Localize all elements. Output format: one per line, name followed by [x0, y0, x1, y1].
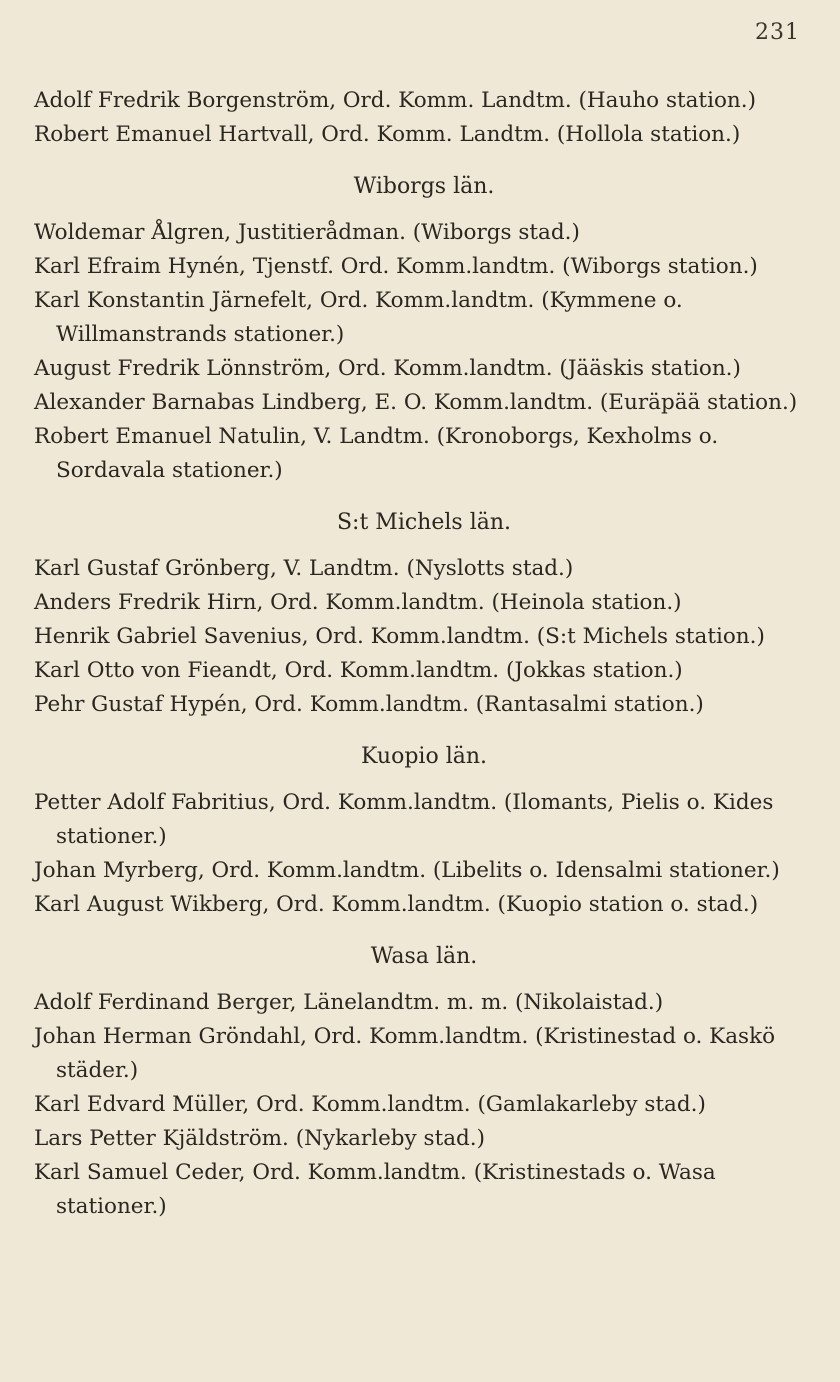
entry: Karl Edvard Müller, Ord. Komm.landtm. (Gamlakarleby stad.) [34, 1092, 706, 1117]
entry: Karl August Wikberg, Ord. Komm.landtm. (Kuopio station o. stad.) [34, 892, 759, 917]
entry: Karl Konstantin Järnefelt, Ord. Komm.landtm. (Kymmene o. Willmanstrands stationer.) [34, 288, 683, 347]
entry: Lars Petter Kjäldström. (Nykarleby stad.) [34, 1126, 486, 1151]
entry: Robert Emanuel Natulin, V. Landtm. (Kronoborgs, Kexholms o. Sordavala stationer.) [34, 424, 719, 483]
entry: Pehr Gustaf Hypén, Ord. Komm.landtm. (Rantasalmi station.) [34, 692, 704, 717]
section-kuopio-lan [34, 740, 814, 922]
entry: Alexander Barnabas Lindberg, E. O. Komm.landtm. (Euräpää station.) [34, 390, 798, 415]
section-hame-continued [34, 84, 814, 152]
entry: Karl Gustaf Grönberg, V. Landtm. (Nyslotts stad.) [34, 556, 574, 581]
entry: Henrik Gabriel Savenius, Ord. Komm.landtm. (S:t Michels station.) [34, 624, 765, 649]
section-st-michels-lan [34, 506, 814, 722]
page-number: 231 [755, 20, 800, 45]
entry: August Fredrik Lönnström, Ord. Komm.landtm. (Jääskis station.) [34, 356, 741, 381]
section-wasa-lan [34, 940, 814, 1224]
entry: Johan Herman Gröndahl, Ord. Komm.landtm. (Kristinestad o. Kaskö städer.) [34, 1024, 776, 1083]
section-wiborgs-lan [34, 170, 814, 488]
entry: Johan Myrberg, Ord. Komm.landtm. (Libelits o. Idensalmi stationer.) [34, 858, 780, 883]
section-heading: S:t Michels län. [336, 510, 512, 535]
entry: Petter Adolf Fabritius, Ord. Komm.landtm. (Ilomants, Pielis o. Kides stationer.) [34, 790, 774, 849]
entry: Karl Otto von Fieandt, Ord. Komm.landtm. (Jokkas station.) [34, 658, 683, 683]
entry: Anders Fredrik Hirn, Ord. Komm.landtm. (Heinola station.) [34, 590, 682, 615]
entry: Robert Emanuel Hartvall, Ord. Komm. Landtm. (Hollola station.) [34, 122, 741, 147]
entry: Karl Samuel Ceder, Ord. Komm.landtm. (Kristinestads o. Wasa stationer.) [34, 1160, 716, 1219]
entry: Adolf Ferdinand Berger, Länelandtm. m. m. (Nikolaistad.) [34, 990, 664, 1015]
page-content [34, 84, 814, 1224]
section-heading: Kuopio län. [360, 744, 488, 769]
entry: Woldemar Ålgren, Justitierådman. (Wiborgs stad.) [34, 220, 580, 245]
entry: Karl Efraim Hynén, Tjenstf. Ord. Komm.landtm. (Wiborgs station.) [34, 254, 758, 279]
section-heading: Wiborgs län. [353, 174, 495, 199]
section-heading: Wasa län. [370, 944, 478, 969]
entry: Adolf Fredrik Borgenström, Ord. Komm. Landtm. (Hauho station.) [34, 88, 756, 113]
